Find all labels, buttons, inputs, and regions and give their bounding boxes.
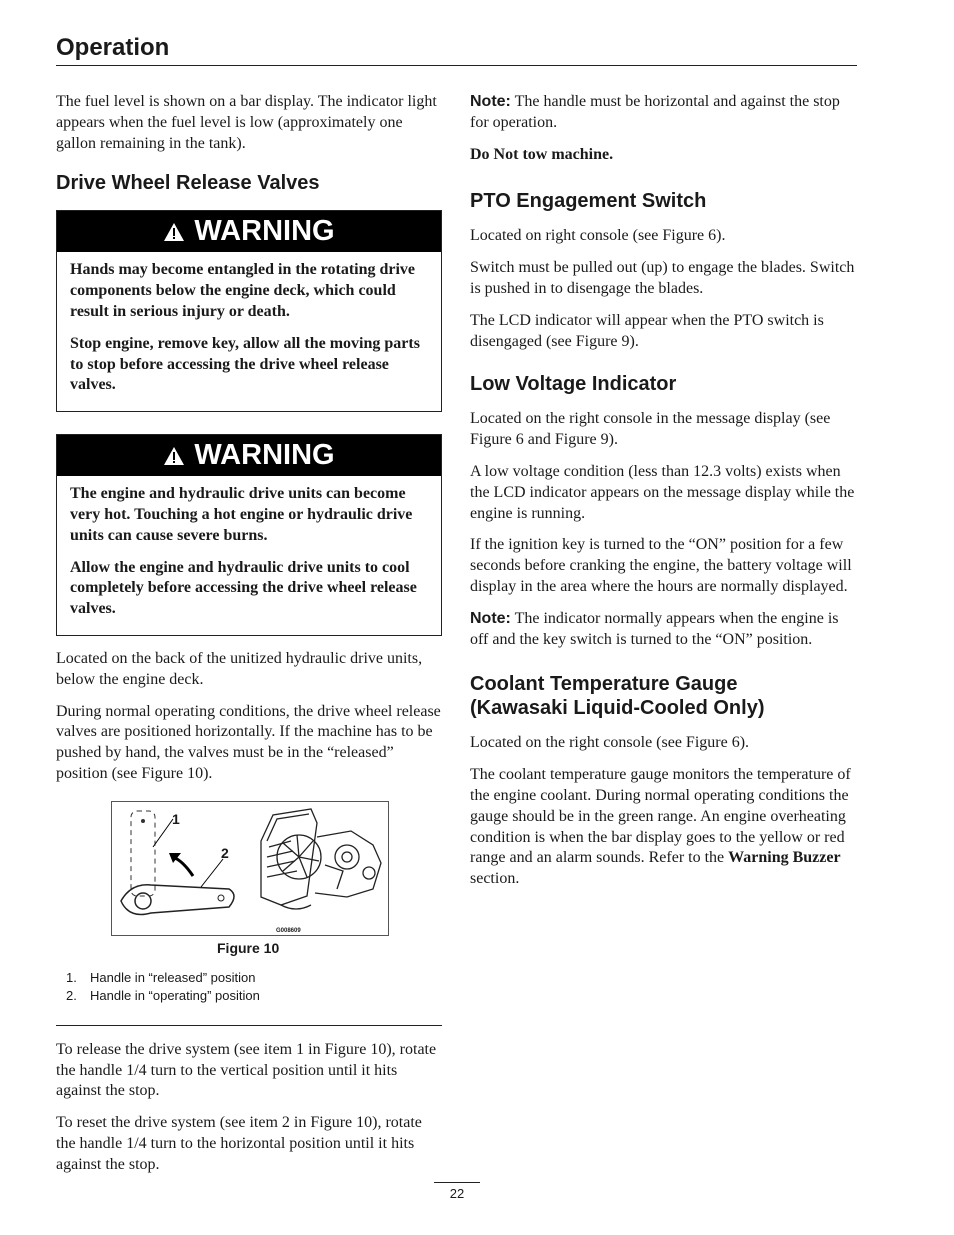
pto-heading: PTO Engagement Switch <box>470 190 707 213</box>
low-voltage-paragraph: A low voltage condition (less than 12.3 volts) exists when the LCD indicator appears on the message display while the engine is running. <box>470 462 855 522</box>
drive-release-valve-illustration <box>111 801 441 936</box>
page-title: Operation <box>56 34 170 61</box>
pto-paragraph: Switch must be pulled out (up) to engage the blades. Switch is pushed in to disengage the blades. <box>470 259 855 297</box>
warning-box-hot-engine <box>56 434 442 636</box>
callout-label-1: 1 <box>172 810 180 827</box>
warning-box-entanglement <box>56 210 442 412</box>
low-voltage-heading: Low Voltage Indicator <box>470 373 677 396</box>
list-item: 2. Handle in “operating” position <box>66 987 260 1003</box>
warning-label: WARNING <box>194 439 335 472</box>
warning-label: WARNING <box>194 215 335 248</box>
pto-paragraph: The LCD indicator will appear when the PTO switch is disengaged (see Figure 9). <box>470 311 824 350</box>
warning-header <box>57 435 441 476</box>
warning-buzzer-ref: Warning Buzzer <box>728 849 841 867</box>
low-voltage-paragraph: Located on the right console in the message display (see Figure 6 and Figure 9). <box>470 410 831 449</box>
location-paragraph: Located on the back of the unitized hydraulic drive units, below the engine deck. <box>56 649 423 688</box>
note-label: Note: <box>470 93 511 110</box>
warning-triangle-icon <box>163 446 185 466</box>
warning-text: Stop engine, remove key, allow all the moving parts to stop before accessing the drive wheel release valves. <box>70 334 420 394</box>
warning-triangle-icon <box>163 222 185 242</box>
note-label: Note: <box>470 609 511 627</box>
list-item: 1. Handle in “released” position <box>66 969 256 985</box>
title-rule <box>56 65 857 66</box>
warning-text: Allow the engine and hydraulic drive units to cool completely before accessing the drive wheel release valves. <box>70 558 417 618</box>
callout-list <box>66 969 442 1005</box>
figure-code: G008609 <box>276 927 301 934</box>
warning-text: Hands may become entangled in the rotating drive components below the engine deck, which could result in serious injury or death. <box>70 261 416 320</box>
note-handle: Note: The handle must be horizontal and against the stop for operation. <box>470 93 840 131</box>
right-column <box>470 92 858 901</box>
warning-text: The engine and hydraulic drive units can become very hot. Touching a hot engine or hydraulic drive units can cause severe burns. <box>70 485 413 544</box>
figure-caption: Figure 10 <box>217 939 280 956</box>
low-voltage-paragraph: If the ignition key is turned to the “ON” position for a few seconds before cranking the engine, the battery voltage will display in the area where the hours are normally displayed. <box>470 536 852 595</box>
coolant-paragraph: The coolant temperature gauge monitors the temperature of the engine coolant. During normal operating conditions the gauge should be in the green range. An engine overheating condition is when the bar display goes to the yellow or red range and an alarm sounds. Refer to the Warning Buzzer section. <box>470 766 851 888</box>
normal-conditions-paragraph: During normal operating conditions, the drive wheel release valves are positioned horizontally. If the machine has to be pushed by hand, the valves must be in the “released” position (see Figure 10). <box>56 702 441 782</box>
fuel-paragraph: The fuel level is shown on a bar display. The indicator light appears when the fuel level is low (approximately one gallon remaining in the tank). <box>56 93 437 152</box>
do-not-tow: Do Not tow machine. <box>470 145 614 163</box>
page-number: 22 <box>434 1182 480 1201</box>
left-column <box>56 92 442 1187</box>
drive-wheel-heading: Drive Wheel Release Valves <box>56 172 320 195</box>
release-paragraph: To release the drive system (see item 1 in Figure 10), rotate the handle 1/4 turn to the vertical position until it hits against the stop. <box>56 1040 437 1100</box>
reset-paragraph: To reset the drive system (see item 2 in Figure 10), rotate the handle 1/4 turn to the horizontal position until it hits against the stop. <box>56 1114 422 1173</box>
coolant-paragraph: Located on the right console (see Figure 6). <box>470 734 750 752</box>
callout-label-2: 2 <box>221 844 229 861</box>
coolant-heading: Coolant Temperature Gauge (Kawasaki Liquid-Cooled Only) <box>470 673 765 720</box>
figure-10 <box>111 801 441 961</box>
pto-paragraph: Located on right console (see Figure 6). <box>470 227 726 245</box>
warning-header <box>57 211 441 252</box>
divider <box>56 1025 442 1026</box>
note-indicator: Note: The indicator normally appears when the engine is off and the key switch is turned to the “ON” position. <box>470 609 839 648</box>
